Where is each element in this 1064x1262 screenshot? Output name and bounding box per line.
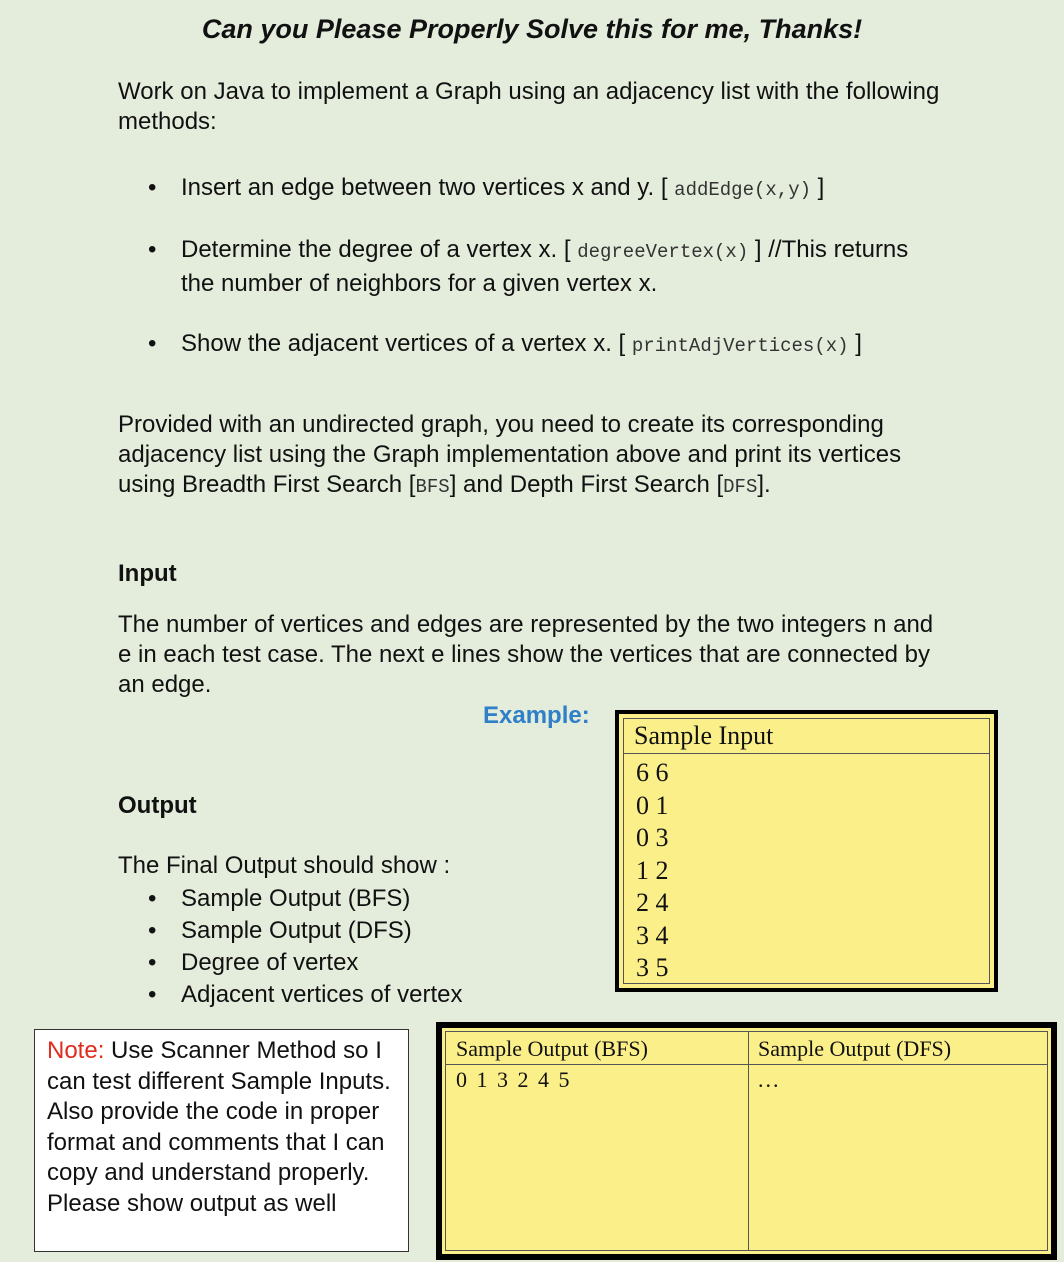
sample-input-line: 1 2	[636, 855, 669, 885]
note-box	[34, 1029, 409, 1252]
sample-input-lines	[636, 757, 669, 985]
sample-input-line: 3 4	[636, 920, 669, 950]
note-label: Note:	[47, 1037, 105, 1064]
dfs-output-header: Sample Output (DFS)	[758, 1036, 952, 1061]
bfs-output-value: 0 1 3 2 4 5	[456, 1067, 572, 1092]
bullet-icon: •	[148, 885, 157, 912]
task-text: ] and Depth First Search [	[449, 471, 724, 498]
method-code: printAdjVertices(x)	[631, 335, 849, 357]
method-code: addEdge(x,y)	[674, 179, 811, 201]
input-heading: Input	[118, 560, 177, 587]
bullet-icon: •	[148, 917, 157, 944]
task-text: Provided with an undirected graph, you need to create its corresponding adjacency list using the Graph implementation above and print its vertices using Breadth First Search [	[118, 411, 902, 498]
output-heading: Output	[118, 792, 197, 819]
page-title: Can you Please Properly Solve this for me, Thanks!	[201, 14, 863, 44]
bullet-icon: •	[148, 330, 157, 357]
dfs-output-value: ...	[758, 1067, 781, 1092]
output-intro: The Final Output should show :	[118, 852, 451, 879]
method-text: Show the adjacent vertices of a vertex x. [	[181, 330, 626, 357]
method-after: ]	[855, 330, 862, 357]
bullet-icon: •	[148, 236, 157, 263]
sample-output-table	[436, 1022, 1057, 1260]
method-after: ] //This returns the number of neighbors for a given vertex x.	[181, 236, 909, 297]
note-text: Use Scanner Method so I can test different Sample Inputs. Also provide the code in proper format and comments that I can copy and understand properly. Please show output as well	[47, 1037, 391, 1217]
intro-paragraph: Work on Java to implement a Graph using an adjacency list with the following methods:	[118, 78, 940, 135]
sample-input-header: Sample Input	[624, 719, 989, 754]
input-description: The number of vertices and edges are represented by the two integers n and e in each test case. The next e lines show the vertices that are connected by an edge.	[118, 611, 934, 698]
method-text: Determine the degree of a vertex x. [	[181, 236, 571, 263]
method-code: degreeVertex(x)	[577, 241, 749, 263]
sample-input-line: 2 4	[636, 888, 669, 917]
bullet-icon: •	[148, 174, 157, 201]
table-divider	[748, 1032, 749, 1250]
sample-input-line: 0 3	[636, 823, 669, 852]
sample-input-table	[615, 710, 998, 992]
bfs-code: BFS	[415, 476, 450, 498]
sample-input-line: 0 1	[636, 790, 669, 820]
bfs-output-header: Sample Output (BFS)	[456, 1036, 648, 1061]
method-after: ]	[817, 174, 825, 201]
task-text: ].	[757, 471, 771, 498]
bullet-icon: •	[148, 949, 157, 976]
dfs-code: DFS	[723, 476, 758, 498]
example-label: Example:	[483, 702, 590, 729]
table-divider	[446, 1064, 1047, 1065]
sample-input-line: 6 6	[636, 758, 669, 787]
sample-input-line: 3 5	[636, 953, 669, 982]
method-text: Insert an edge between two vertices x and y. [	[181, 174, 668, 201]
task-paragraph	[118, 410, 918, 502]
bullet-icon: •	[148, 981, 157, 1008]
